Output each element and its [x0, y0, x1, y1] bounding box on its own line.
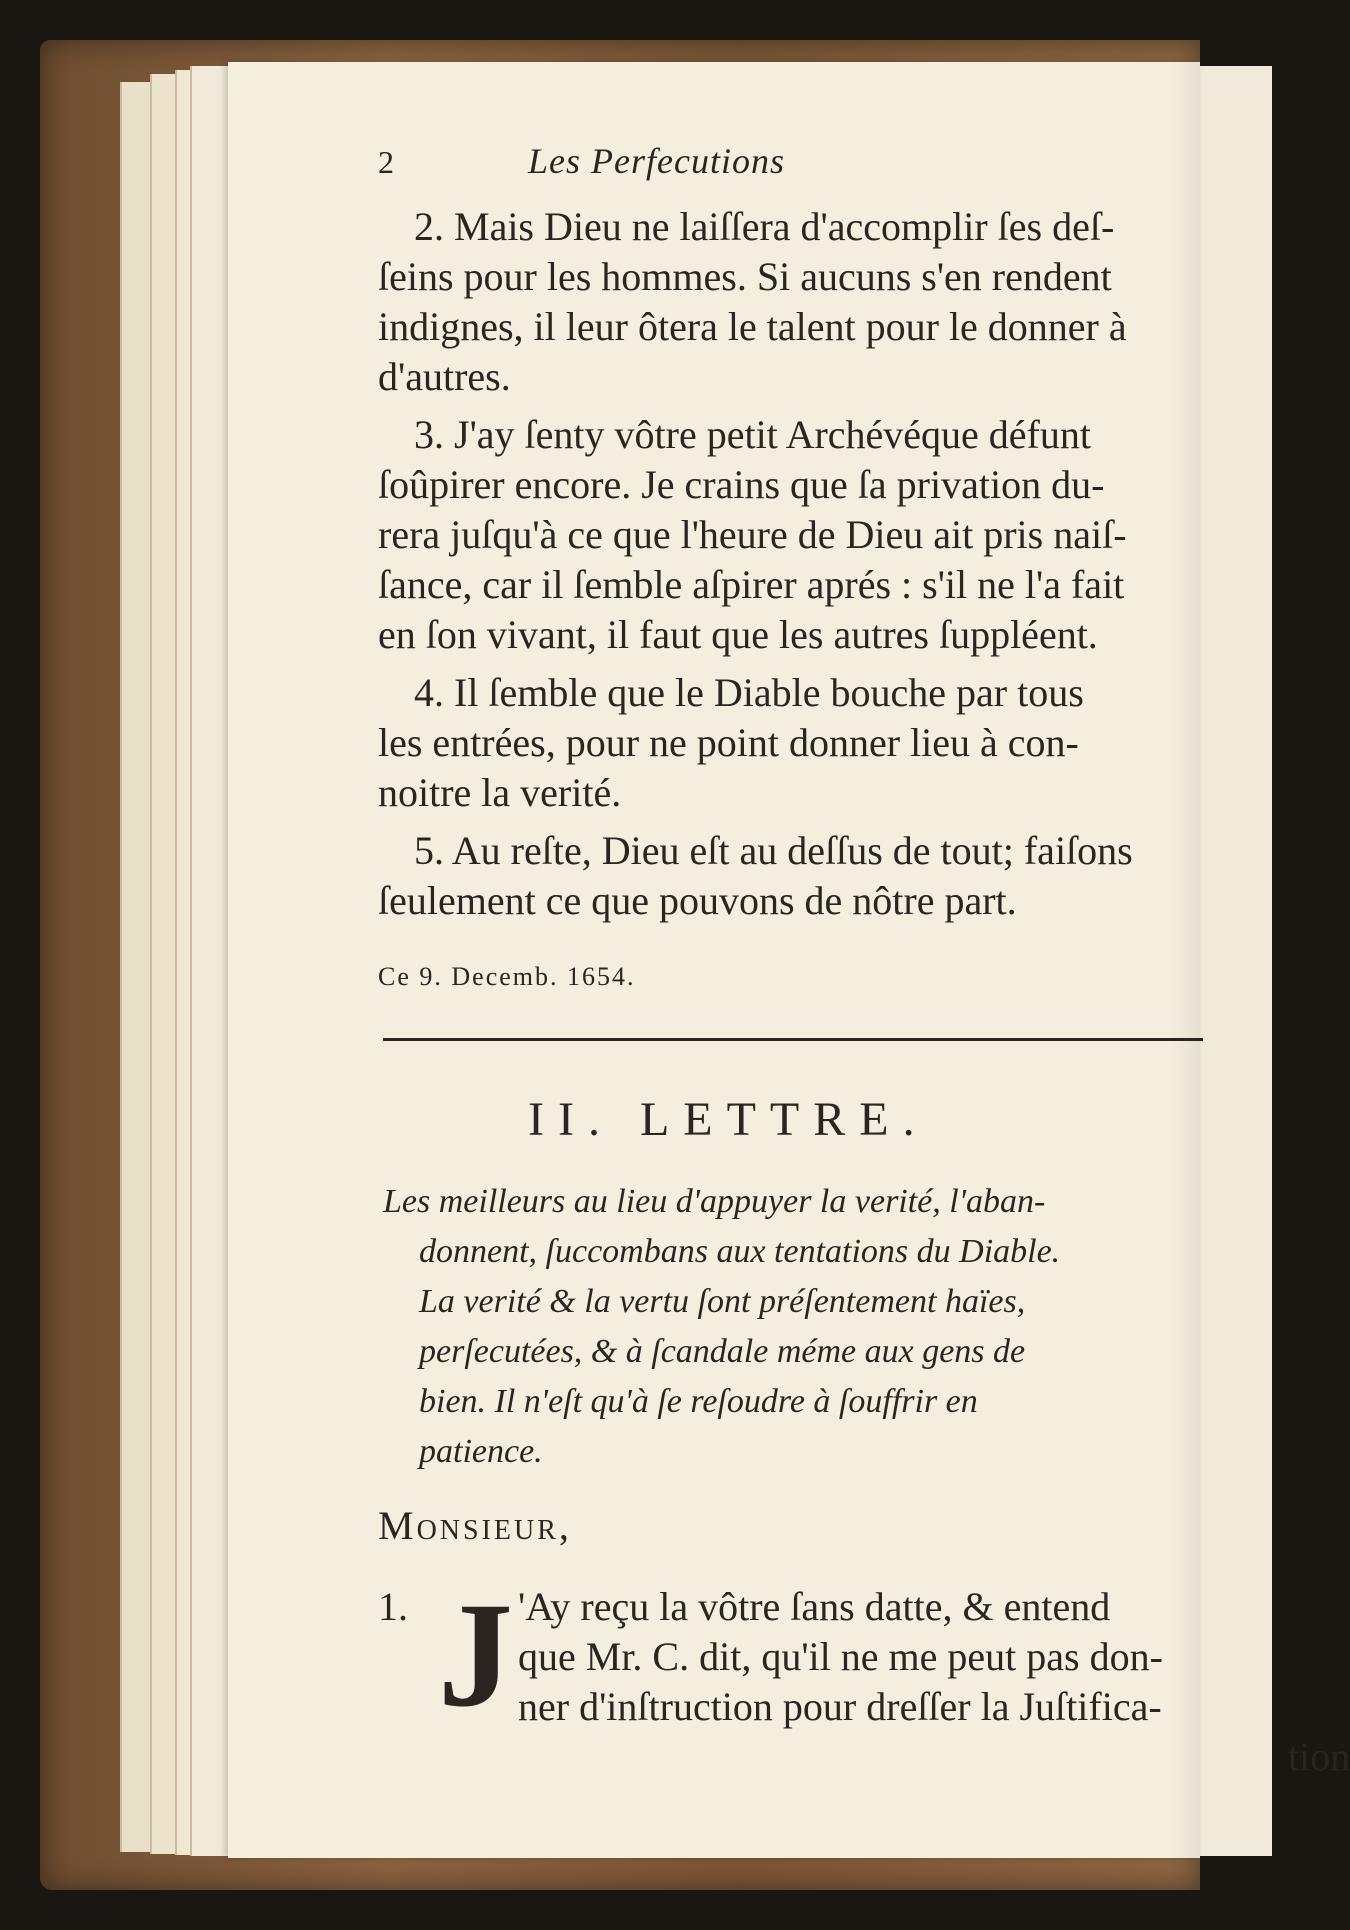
text-line: 'Ay reçu la vôtre ſans datte, & entend — [518, 1584, 1111, 1629]
dateline: Ce 9. Decemb. 1654. — [378, 962, 636, 991]
paragraph-5 — [378, 826, 1228, 926]
summary-line: donnent, ſuccombans aux tentations du Diable. — [419, 1233, 1061, 1270]
text-line-tail: tion — [1288, 1734, 1350, 1779]
running-head: Les Perfecutions — [528, 141, 785, 181]
salutation: Monsieur, — [378, 1503, 572, 1548]
text-line: ſeulement ce que pouvons de nôtre part. — [378, 878, 1017, 923]
text-line: d'autres. — [378, 354, 511, 399]
text-line: noitre la verité. — [378, 770, 622, 815]
section-divider — [383, 1038, 1203, 1041]
letter-summary — [383, 1177, 1213, 1477]
page-number: 2 — [378, 144, 394, 180]
text-line: ſoûpirer encore. Je crains que ſa privation du- — [378, 462, 1105, 507]
paragraph-number: 1. — [378, 1584, 408, 1629]
text-line: les entrées, pour ne point donner lieu à con- — [378, 720, 1079, 765]
summary-line: Les meilleurs au lieu d'appuyer la verité, l'aban- — [383, 1183, 1046, 1220]
text-line: ner d'inſtruction pour dreſſer la Juſtifica- — [518, 1684, 1162, 1729]
text-line: 5. Au reſte, Dieu eſt au deſſus de tout; faiſons — [414, 828, 1133, 873]
drop-cap: J — [438, 1572, 513, 1738]
text-line: 2. Mais Dieu ne laiſſera d'accomplir ſes deſ- — [414, 204, 1115, 249]
summary-line: La verité & la vertu ſont préſentement haïes, — [419, 1283, 1026, 1320]
text-line: 4. Il ſemble que le Diable bouche par tous — [414, 670, 1084, 715]
gutter-shadow — [1170, 62, 1200, 1858]
paragraph-3 — [378, 410, 1228, 660]
paragraph-lines — [518, 1582, 1163, 1732]
text-line: que Mr. C. dit, qu'il ne me peut pas don- — [518, 1634, 1163, 1679]
text-line: ſance, car il ſemble aſpirer aprés : s'il ne l'a fait — [378, 562, 1125, 607]
summary-line: bien. Il n'eſt qu'à ſe reſoudre à ſouffrir en — [419, 1383, 978, 1420]
summary-line: perſecutées, & à ſcandale méme aux gens de — [419, 1333, 1026, 1370]
text-line: rera juſqu'à ce que l'heure de Dieu ait pris naiſ- — [378, 512, 1127, 557]
text-line: 3. J'ay ſenty vôtre petit Archévéque défunt — [414, 412, 1091, 457]
summary-line: patience. — [419, 1433, 543, 1470]
paragraph-2 — [378, 202, 1228, 402]
text-block — [378, 202, 1228, 926]
book-page — [228, 62, 1350, 1858]
text-line: ſeins pour les hommes. Si aucuns s'en rendent — [378, 254, 1112, 299]
paragraph-4 — [378, 668, 1228, 818]
letter-title: II. LETTRE. — [528, 1093, 929, 1146]
text-line: en ſon vivant, il faut que les autres ſuppléent. — [378, 612, 1098, 657]
text-line: indignes, il leur ôtera le talent pour le donner à — [378, 304, 1127, 349]
